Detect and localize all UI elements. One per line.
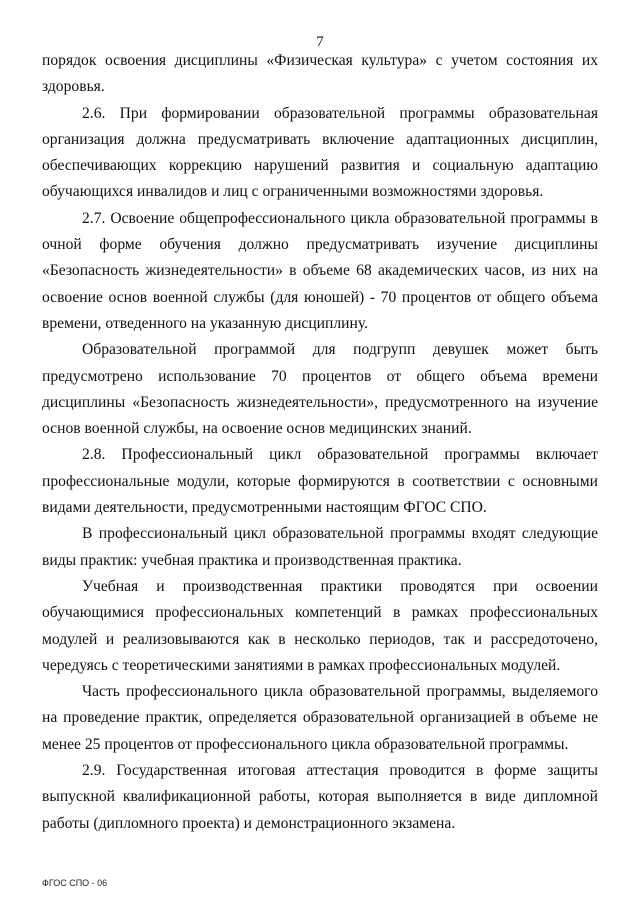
footer-label: ФГОС СПО - 06: [42, 878, 108, 888]
paragraph-2-6: 2.6. При формировании образовательной программы образовательная организация должна предусматривать включение адаптационных дисциплин, обеспечивающих коррекцию нарушений развития и социальную адаптацию обучающихся инвалидов и лиц с ограниченными возможностями здоровья.: [42, 104, 598, 201]
paragraph-girls-subgroups: Образовательной программой для подгрупп девушек может быть предусмотрено использование 70 процентов от общего объема времени дисциплины «Безопасность жизнедеятельности», предусмотренного на изучение основ военной службы, на освоение основ медицинских знаний.: [42, 341, 598, 438]
paragraph-practice-types: В профессиональный цикл образовательной программы входят следующие виды практик: учебная практика и производственная практика.: [42, 525, 598, 569]
paragraph-continuation: порядок освоения дисциплины «Физическая культура» с учетом состояния их здоровья.: [42, 52, 598, 96]
page-number: 7: [316, 34, 324, 50]
paragraph-2-8: 2.8. Профессиональный цикл образовательной программы включает профессиональные модули, которые формируются в соответствии с основными видами деятельности, предусмотренными настоящим ФГОС СПО.: [42, 446, 598, 517]
document-body: [42, 48, 598, 837]
paragraph-2-9: 2.9. Государственная итоговая аттестация проводится в форме защиты выпускной квалификационной работы, которая выполняется в виде дипломной работы (дипломного проекта) и демонстрационного экзамена.: [42, 762, 598, 832]
paragraph-practice-conduct: Учебная и производственная практики проводятся при освоении обучающимися профессиональных компетенций в рамках профессиональных модулей и реализовываются как в несколько периодов, так и рассредоточено, чередуясь с теоретическими занятиями в рамках профессиональных модулей.: [42, 577, 598, 674]
paragraph-practice-share: Часть профессионального цикла образовательной программы, выделяемого на проведение практик, определяется образовательной организацией в объеме не менее 25 процентов от профессионального цикла образовательной программы.: [42, 683, 598, 753]
paragraph-2-7: 2.7. Освоение общепрофессионального цикла образовательной программы в очной форме обучения должно предусматривать изучение дисциплины «Безопасность жизнедеятельности» в объеме 68 академических часов, из них на освоение основ военной службы (для юношей) - 70 процентов от общего объема времени, отведенного на указанную дисциплину.: [42, 209, 598, 332]
